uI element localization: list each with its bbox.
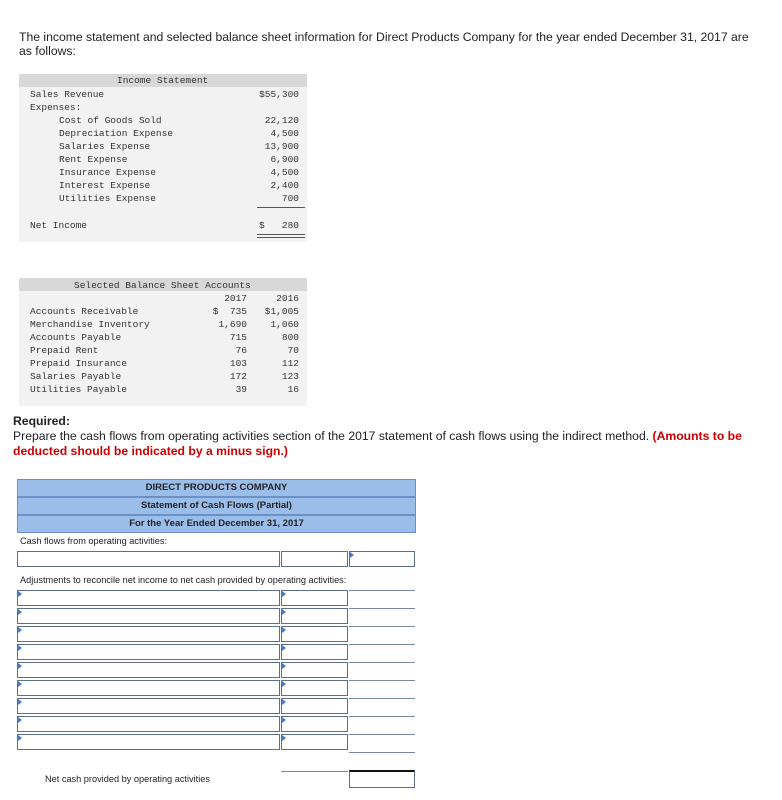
account-label: Prepaid Insurance xyxy=(30,358,127,369)
expense-value: 4,500 xyxy=(270,167,299,178)
expense-value: 13,900 xyxy=(264,141,299,152)
adjustment-label-input[interactable] xyxy=(17,698,280,714)
value-2016: $1,005 xyxy=(264,306,299,317)
value-2017: $ 735 xyxy=(212,306,247,317)
adjustment-total-line xyxy=(349,680,415,681)
expense-label: Rent Expense xyxy=(59,154,128,165)
adjustment-total-line xyxy=(349,752,415,753)
net-income-amount-cell[interactable] xyxy=(281,551,348,567)
account-label: Accounts Payable xyxy=(30,332,122,343)
adjustment-label-input[interactable] xyxy=(17,590,280,606)
expense-value: 700 xyxy=(281,193,299,204)
column-2017: 2017 xyxy=(224,293,247,304)
expense-label: Salaries Expense xyxy=(59,141,151,152)
value-2016: 800 xyxy=(281,332,299,343)
adjustment-total-line xyxy=(349,716,415,717)
net-income-label-input[interactable] xyxy=(17,551,280,567)
value-2017: 715 xyxy=(229,332,247,343)
adjustment-amount-input[interactable] xyxy=(281,716,348,732)
adjustment-amount-input[interactable] xyxy=(281,680,348,696)
operating-activities-label: Cash flows from operating activities: xyxy=(20,536,168,546)
adjustment-total-line xyxy=(349,698,415,699)
value-2017: 1,690 xyxy=(218,319,247,330)
balance-sheet-table xyxy=(19,278,307,406)
expense-label: Depreciation Expense xyxy=(59,128,174,139)
adjustment-amount-input[interactable] xyxy=(281,644,348,660)
adjustment-label-input[interactable] xyxy=(17,662,280,678)
expense-label: Cost of Goods Sold xyxy=(59,115,162,126)
adjustment-amount-input[interactable] xyxy=(281,734,348,750)
adjustment-label-input[interactable] xyxy=(17,626,280,642)
net-income-dollar-sign: $ xyxy=(259,220,265,231)
expense-value: 6,900 xyxy=(270,154,299,165)
value-2017: 39 xyxy=(235,384,247,395)
adjustment-total-line xyxy=(349,662,415,663)
double-underline-top xyxy=(257,234,305,235)
expense-label: Interest Expense xyxy=(59,180,151,191)
adjustments-label: Adjustments to reconcile net income to net cash provided by operating activities: xyxy=(20,575,347,585)
adjustment-amount-input[interactable] xyxy=(281,626,348,642)
expense-value: 2,400 xyxy=(270,180,299,191)
income-statement-table xyxy=(19,74,307,242)
value-2016: 16 xyxy=(287,384,299,395)
value-2016: 112 xyxy=(281,358,299,369)
sales-revenue-value: $55,300 xyxy=(259,89,299,100)
value-2016: 123 xyxy=(281,371,299,382)
account-label: Prepaid Rent xyxy=(30,345,99,356)
statement-period: For the Year Ended December 31, 2017 xyxy=(17,515,416,533)
adjustment-amount-input[interactable] xyxy=(281,662,348,678)
value-2017: 103 xyxy=(229,358,247,369)
net-cash-total-input[interactable] xyxy=(349,770,415,788)
adjustment-total-line xyxy=(349,626,415,627)
net-cash-amount-line xyxy=(281,771,348,772)
account-label: Merchandise Inventory xyxy=(30,319,150,330)
expense-value: 4,500 xyxy=(270,128,299,139)
adjustment-amount-input[interactable] xyxy=(281,698,348,714)
net-income-value: 280 xyxy=(281,220,299,231)
required-note: (Amounts to be deducted should be indicated by a minus sign.) xyxy=(13,429,742,458)
value-2017: 76 xyxy=(235,345,247,356)
adjustment-label-input[interactable] xyxy=(17,644,280,660)
adjustment-label-input[interactable] xyxy=(17,680,280,696)
account-label: Salaries Payable xyxy=(30,371,122,382)
company-name: DIRECT PRODUCTS COMPANY xyxy=(17,479,416,497)
adjustment-total-line xyxy=(349,590,415,591)
value-2016: 70 xyxy=(287,345,299,356)
account-label: Utilities Payable xyxy=(30,384,127,395)
adjustment-total-line xyxy=(349,734,415,735)
adjustment-label-input[interactable] xyxy=(17,734,280,750)
adjustment-label-input[interactable] xyxy=(17,608,280,624)
net-income-total-input[interactable] xyxy=(349,551,415,567)
adjustment-total-line xyxy=(349,608,415,609)
expense-label: Utilities Expense xyxy=(59,193,156,204)
net-income-label: Net Income xyxy=(30,220,88,231)
net-cash-label: Net cash provided by operating activities xyxy=(45,774,210,784)
expenses-label: Expenses: xyxy=(30,102,82,113)
income-statement-title: Income Statement xyxy=(117,75,209,86)
intro-text: The income statement and selected balance sheet information for Direct Products Company for the year ended December 31, 2017 are as follows: xyxy=(19,30,749,58)
expense-label: Insurance Expense xyxy=(59,167,156,178)
account-label: Accounts Receivable xyxy=(30,306,139,317)
adjustment-amount-input[interactable] xyxy=(281,590,348,606)
required-text: Prepare the cash flows from operating activities section of the 2017 statement of cash flows using the indirect method. xyxy=(13,429,650,443)
sales-revenue-label: Sales Revenue xyxy=(30,89,105,100)
value-2016: 1,060 xyxy=(270,319,299,330)
required-title: Required: xyxy=(13,414,70,428)
statement-title: Statement of Cash Flows (Partial) xyxy=(17,497,416,515)
column-2016: 2016 xyxy=(276,293,299,304)
adjustment-amount-input[interactable] xyxy=(281,608,348,624)
double-underline-bottom xyxy=(257,237,305,238)
balance-sheet-title: Selected Balance Sheet Accounts xyxy=(74,280,251,291)
subtotal-underline xyxy=(257,207,305,208)
adjustment-total-line xyxy=(349,644,415,645)
required-section xyxy=(13,414,773,459)
expense-value: 22,120 xyxy=(264,115,299,126)
value-2017: 172 xyxy=(229,371,247,382)
adjustment-label-input[interactable] xyxy=(17,716,280,732)
